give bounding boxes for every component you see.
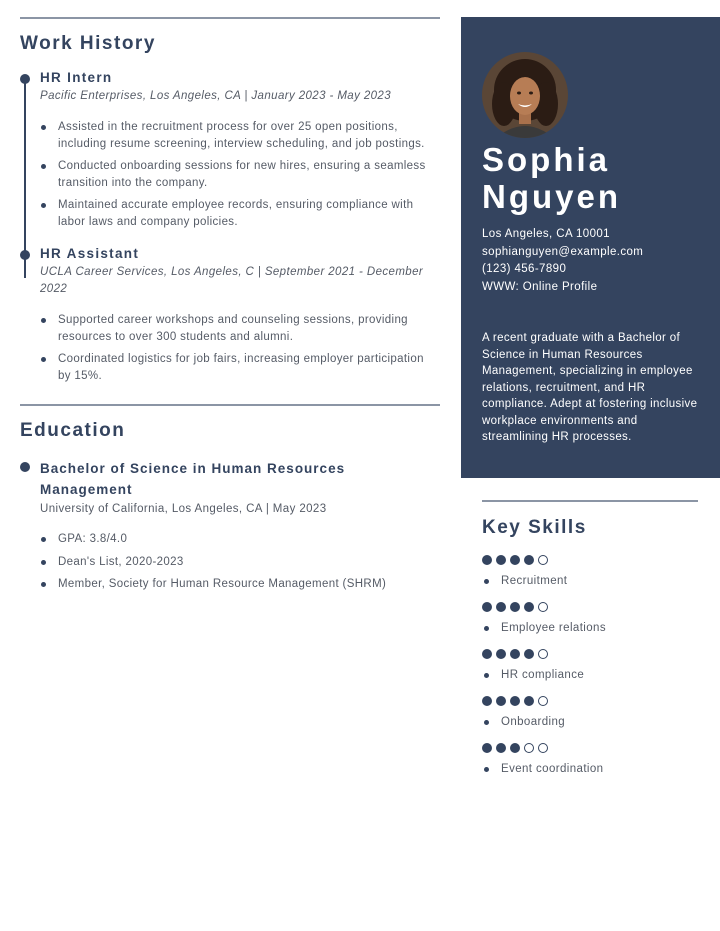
full-name	[482, 141, 621, 215]
work-history-heading: Work History	[20, 33, 156, 54]
portrait-image	[482, 52, 568, 138]
skill-item	[482, 601, 698, 636]
education-bullets	[40, 531, 440, 593]
phone-text: (123) 456-7890	[482, 263, 567, 275]
skills-section	[482, 500, 698, 777]
job-bullet: Supported career workshops and counseling sessions, providing resources to over 300 students and alumni.	[40, 312, 440, 345]
rating-dot-filled	[482, 602, 492, 612]
job-entry	[20, 246, 440, 384]
profile-summary: A recent graduate with a Bachelor of Science in Human Resources Management, specializing in employee relations, recruitment, and HR compliance. Adept at fostering inclusive workplace environments and streamlining HR processes.	[482, 332, 698, 443]
rating-dot-filled	[496, 743, 506, 753]
job-meta: Pacific Enterprises, Los Angeles, CA | January 2023 - May 2023	[40, 90, 392, 102]
rating-dot-empty	[538, 555, 548, 565]
last-name: Nguyen	[482, 178, 622, 215]
skill-label: Recruitment	[482, 574, 698, 589]
skill-rating	[482, 695, 698, 706]
job-bullet: Coordinated logistics for job fairs, increasing employer participation by 15%.	[40, 351, 440, 384]
education-dot	[20, 462, 30, 472]
rating-dot-filled	[496, 602, 506, 612]
school-meta: University of California, Los Angeles, CA | May 2023	[40, 503, 327, 515]
rating-dot-empty	[524, 743, 534, 753]
rating-dot-filled	[496, 696, 506, 706]
rating-dot-filled	[510, 696, 520, 706]
rating-dot-filled	[482, 555, 492, 565]
skill-rating	[482, 742, 698, 753]
skill-item	[482, 554, 698, 589]
main-column	[20, 0, 440, 599]
skills-heading: Key Skills	[482, 517, 587, 538]
skill-rating	[482, 648, 698, 659]
email-link[interactable]: sophianguyen@example.com	[482, 245, 644, 258]
rating-dot-filled	[482, 743, 492, 753]
education-bullet: Member, Society for Human Resource Management (SHRM)	[40, 576, 440, 593]
rating-dot-filled	[524, 555, 534, 565]
contact-info	[482, 226, 643, 296]
job-title: HR Intern	[40, 70, 113, 85]
job-bullet: Maintained accurate employee records, ensuring compliance with labor laws and company policies.	[40, 197, 440, 230]
rating-dot-filled	[482, 696, 492, 706]
work-timeline	[20, 70, 440, 384]
rating-dot-filled	[510, 649, 520, 659]
section-divider	[20, 404, 440, 406]
location-text: Los Angeles, CA 10001	[482, 228, 610, 240]
rating-dot-filled	[524, 602, 534, 612]
skill-label: Event coordination	[482, 762, 698, 777]
rating-dot-filled	[482, 649, 492, 659]
job-meta: UCLA Career Services, Los Angeles, C | September 2021 - December 2022	[40, 266, 424, 295]
profile-photo	[482, 52, 568, 138]
rating-dot-empty	[538, 602, 548, 612]
job-bullet: Conducted onboarding sessions for new hires, ensuring a seamless transition into the company.	[40, 158, 440, 191]
rating-dot-filled	[510, 743, 520, 753]
job-bullets	[40, 312, 440, 384]
education-bullet: Dean's List, 2020-2023	[40, 554, 440, 571]
education-heading: Education	[20, 420, 126, 441]
rating-dot-filled	[524, 649, 534, 659]
rating-dot-empty	[538, 696, 548, 706]
skill-rating	[482, 554, 698, 565]
skill-label: Onboarding	[482, 715, 698, 730]
skills-list	[482, 554, 698, 777]
job-bullets	[40, 119, 440, 230]
rating-dot-filled	[510, 602, 520, 612]
rating-dot-empty	[538, 649, 548, 659]
rating-dot-filled	[524, 696, 534, 706]
timeline-dot	[20, 250, 30, 260]
skill-label: Employee relations	[482, 621, 698, 636]
education-entry	[20, 458, 440, 593]
job-title: HR Assistant	[40, 246, 140, 261]
rating-dot-filled	[510, 555, 520, 565]
timeline-dot	[20, 74, 30, 84]
skill-label: HR compliance	[482, 668, 698, 683]
job-entry	[20, 70, 440, 230]
website-link[interactable]: WWW: Online Profile	[482, 280, 598, 293]
skill-item	[482, 742, 698, 777]
first-name: Sophia	[482, 141, 611, 178]
skill-item	[482, 648, 698, 683]
rating-dot-filled	[496, 649, 506, 659]
rating-dot-filled	[496, 555, 506, 565]
rating-dot-empty	[538, 743, 548, 753]
degree-title: Bachelor of Science in Human Resources Management	[40, 461, 346, 497]
education-bullet: GPA: 3.8/4.0	[40, 531, 440, 548]
profile-sidebar	[461, 17, 720, 478]
section-divider	[482, 500, 698, 502]
section-divider	[20, 17, 440, 19]
skill-item	[482, 695, 698, 730]
skill-rating	[482, 601, 698, 612]
job-bullet: Assisted in the recruitment process for over 25 open positions, including resume screening, interview scheduling, and job postings.	[40, 119, 440, 152]
